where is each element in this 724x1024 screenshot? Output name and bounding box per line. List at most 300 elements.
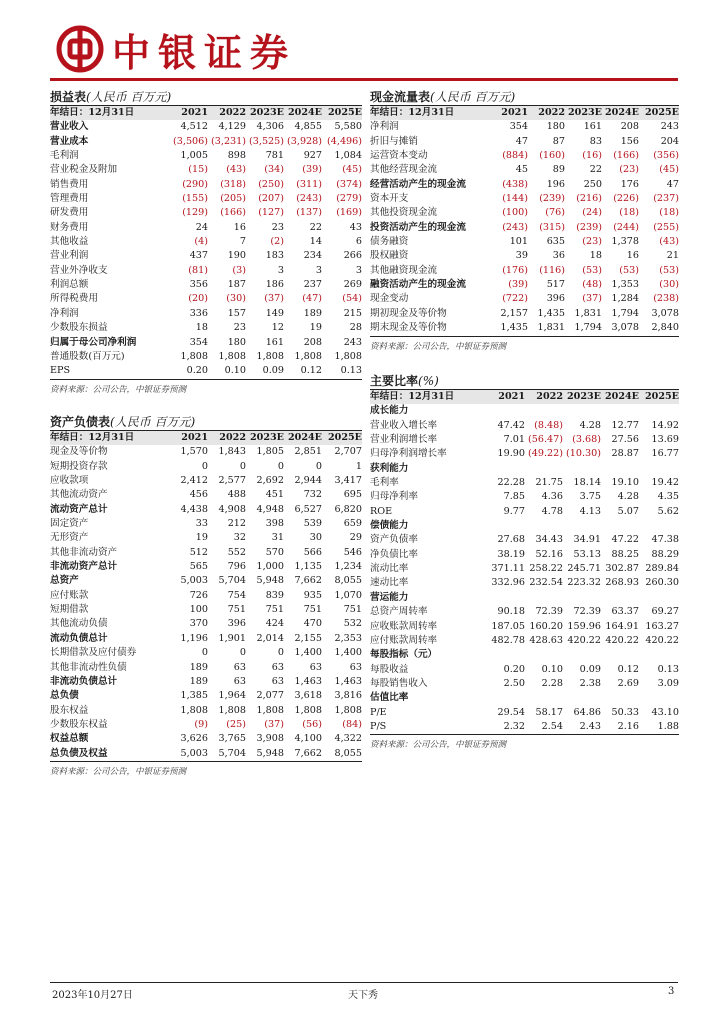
table-cell: 420.22 xyxy=(567,634,601,646)
table-row xyxy=(50,517,362,531)
table-header-row xyxy=(370,390,679,404)
table-cell: 183 xyxy=(265,250,284,262)
table-cell: (116) xyxy=(539,264,565,276)
header-year: 2022 xyxy=(208,106,246,120)
table-cell xyxy=(639,404,679,418)
table-cell: 186 xyxy=(265,279,284,291)
table-cell xyxy=(525,404,563,418)
table-cell: 1 xyxy=(355,460,362,472)
table-cell: 27.56 xyxy=(611,434,639,446)
table-cell: 2.43 xyxy=(579,720,601,732)
row-label: 其他融资现金流 xyxy=(370,264,438,276)
row-label: 经营活动产生的现金流 xyxy=(370,178,466,190)
table-cell: 4,100 xyxy=(294,733,322,745)
row-label: 净利润 xyxy=(370,121,399,133)
ratios-table xyxy=(370,390,679,734)
table-cell: 5,580 xyxy=(334,121,362,133)
income-statement xyxy=(50,88,362,395)
table-cell: (166) xyxy=(613,150,639,162)
table-cell: 215 xyxy=(343,307,362,319)
table-cell: 354 xyxy=(189,336,208,348)
table-cell: 0 xyxy=(201,460,208,472)
table-row xyxy=(50,689,362,703)
table-cell: 63 xyxy=(233,661,246,673)
table-cell: 63 xyxy=(271,675,284,687)
table-cell: 7.01 xyxy=(503,434,525,446)
table-cell: 1,385 xyxy=(180,690,208,702)
cashflow-table xyxy=(370,106,679,336)
table-cell: (243) xyxy=(296,193,322,205)
table-cell: 189 xyxy=(189,661,208,673)
table-cell: 3,618 xyxy=(294,690,322,702)
table-cell: (47) xyxy=(302,293,322,305)
table-cell: 2,014 xyxy=(256,632,284,644)
table-cell: 289.84 xyxy=(645,563,679,575)
table-cell: 47.42 xyxy=(497,419,525,431)
table-cell: 14.92 xyxy=(651,419,679,431)
table-cell: 63 xyxy=(309,661,322,673)
table-cell: (438) xyxy=(502,178,528,190)
table-cell: 0.10 xyxy=(541,663,563,675)
table-cell: 243 xyxy=(343,336,362,348)
row-label: 每股指标（元） xyxy=(370,649,438,661)
table-cell xyxy=(601,462,639,476)
table-cell xyxy=(488,519,525,533)
table-row xyxy=(50,460,362,474)
row-label: 每股收益 xyxy=(370,663,409,675)
table-row xyxy=(50,149,362,163)
brand-name: 中银证券 xyxy=(112,29,297,75)
table-cell: 1,070 xyxy=(334,589,362,601)
row-label: 权益总额 xyxy=(50,733,89,745)
table-cell: 0 xyxy=(201,647,208,659)
table-cell: (18) xyxy=(619,207,639,219)
table-cell: 371.11 xyxy=(491,563,525,575)
table-row xyxy=(370,706,679,720)
table-cell: 396 xyxy=(546,293,565,305)
table-cell: 63.37 xyxy=(611,606,639,618)
header-year: 2023E xyxy=(246,106,284,120)
table-row xyxy=(50,632,362,646)
table-row xyxy=(50,474,362,488)
row-label: 期末现金及等价物 xyxy=(370,322,447,334)
row-label: 总负债及权益 xyxy=(50,747,108,759)
table-row xyxy=(50,661,362,675)
table-cell: 4.35 xyxy=(657,491,679,503)
table-cell: 161 xyxy=(583,121,602,133)
table-cell: (290) xyxy=(182,178,208,190)
table-cell: 12.77 xyxy=(611,419,639,431)
table-row xyxy=(50,292,362,306)
table-cell: 22 xyxy=(589,164,602,176)
table-cell: 45 xyxy=(515,164,528,176)
table-cell: 3,626 xyxy=(180,733,208,745)
table-cell: 19 xyxy=(309,322,322,334)
row-label: 固定资产 xyxy=(50,518,89,530)
table-cell: (3,231) xyxy=(211,135,246,147)
table-cell: (30) xyxy=(659,279,679,291)
table-cell: 189 xyxy=(189,675,208,687)
table-cell: 566 xyxy=(303,546,322,558)
table-cell xyxy=(601,591,639,605)
table-cell: 0 xyxy=(277,460,284,472)
table-cell: (24) xyxy=(582,207,602,219)
header-year: 2025E xyxy=(322,431,362,445)
row-label: 应收款项 xyxy=(50,475,89,487)
table-cell: 2.38 xyxy=(579,677,601,689)
footer-page-number: 3 xyxy=(668,986,675,997)
header-year: 2024E xyxy=(601,390,639,404)
table-cell: 88.25 xyxy=(611,548,639,560)
table-cell: 839 xyxy=(265,589,284,601)
table-cell: (137) xyxy=(296,207,322,219)
table-cell xyxy=(525,591,563,605)
table-row xyxy=(370,605,679,619)
row-label: 估值比率 xyxy=(370,692,409,704)
row-label: 期初现金及等价物 xyxy=(370,307,447,319)
table-cell xyxy=(525,519,563,533)
row-label: 毛利率 xyxy=(370,477,399,489)
table-cell: 30 xyxy=(309,532,322,544)
row-label: 投资活动产生的现金流 xyxy=(370,221,466,233)
table-row xyxy=(370,648,679,662)
table-cell: 3,078 xyxy=(611,322,639,334)
table-cell: 539 xyxy=(303,518,322,530)
table-cell: 33 xyxy=(195,518,208,530)
table-cell: 5,948 xyxy=(256,575,284,587)
table-cell: 89 xyxy=(552,164,565,176)
table-cell: 187.05 xyxy=(491,620,525,632)
table-cell xyxy=(601,691,639,705)
table-cell: 6 xyxy=(355,236,362,248)
table-cell: 1,831 xyxy=(574,307,602,319)
table-cell: 302.87 xyxy=(605,563,639,575)
table-cell: 21 xyxy=(666,250,679,262)
table-cell: 1,234 xyxy=(334,561,362,573)
table-cell: (315) xyxy=(539,221,565,233)
table-row xyxy=(50,732,362,746)
table-cell xyxy=(488,462,525,476)
table-cell: 161 xyxy=(265,336,284,348)
table-cell: 159.96 xyxy=(567,620,601,632)
table-cell: 53.13 xyxy=(573,548,601,560)
cashflow-title: 现金流量表(人民币 百万元) xyxy=(370,88,679,106)
table-cell: 1,000 xyxy=(256,561,284,573)
table-cell: (34) xyxy=(264,164,284,176)
table-cell xyxy=(601,404,639,418)
income-title: 损益表(人民币 百万元) xyxy=(50,88,362,106)
table-cell: 39 xyxy=(515,250,528,262)
table-cell: 0.12 xyxy=(617,663,639,675)
table-cell: (243) xyxy=(502,221,528,233)
table-cell: (318) xyxy=(220,178,246,190)
table-cell: (15) xyxy=(188,164,208,176)
table-row xyxy=(50,120,362,134)
table-cell xyxy=(525,691,563,705)
table-cell: 22 xyxy=(309,221,322,233)
header-label: 年结日：12月31日 xyxy=(50,431,170,445)
table-row xyxy=(370,135,679,149)
table-cell: 4,322 xyxy=(334,733,362,745)
table-row xyxy=(370,663,679,677)
table-cell: 2.16 xyxy=(617,720,639,732)
table-cell: 2,577 xyxy=(218,475,246,487)
table-cell: 50.33 xyxy=(611,706,639,718)
table-cell: (20) xyxy=(188,293,208,305)
table-cell: 16 xyxy=(233,221,246,233)
table-cell: (279) xyxy=(336,193,362,205)
table-cell: (129) xyxy=(182,207,208,219)
table-cell: 1,808 xyxy=(294,350,322,362)
table-row xyxy=(50,503,362,517)
row-label: P/S xyxy=(370,720,387,732)
table-cell: 43 xyxy=(349,221,362,233)
table-cell: 31 xyxy=(271,532,284,544)
row-label: 营业收入 xyxy=(50,121,89,133)
table-cell: 101 xyxy=(509,236,528,248)
table-cell: 1,805 xyxy=(256,446,284,458)
row-label: 无形资产 xyxy=(50,532,89,544)
table-cell: 456 xyxy=(189,489,208,501)
table-row xyxy=(50,178,362,192)
table-row xyxy=(50,163,362,177)
table-cell: 726 xyxy=(189,589,208,601)
table-cell: 7,662 xyxy=(294,575,322,587)
table-cell: 552 xyxy=(227,546,246,558)
table-cell: (127) xyxy=(258,207,284,219)
table-cell: 2.54 xyxy=(541,720,563,732)
table-row xyxy=(370,548,679,562)
table-cell: (16) xyxy=(582,150,602,162)
header-year: 2021 xyxy=(491,106,528,120)
row-label: 归母净利润增长率 xyxy=(370,448,447,460)
table-cell: 258.22 xyxy=(529,563,563,575)
table-cell xyxy=(601,519,639,533)
row-label: 营业税金及附加 xyxy=(50,164,118,176)
row-label: 现金及等价物 xyxy=(50,446,108,458)
row-label: 长期借款及应付债券 xyxy=(50,647,137,659)
table-cell: (81) xyxy=(188,264,208,276)
ratios-source: 资料来源：公司公告，中银证券预测 xyxy=(370,734,679,750)
table-cell: 751 xyxy=(227,604,246,616)
table-cell: 47 xyxy=(666,178,679,190)
row-label: 归属于母公司净利润 xyxy=(50,336,137,348)
table-cell: 1,570 xyxy=(180,446,208,458)
table-cell: 3,816 xyxy=(334,690,362,702)
key-ratios xyxy=(370,372,679,750)
table-cell: 424 xyxy=(265,618,284,630)
table-cell: 4,948 xyxy=(256,503,284,515)
table-cell: (76) xyxy=(545,207,565,219)
header-year: 2021 xyxy=(488,390,525,404)
table-cell: 2.28 xyxy=(541,677,563,689)
table-row xyxy=(370,307,679,321)
table-cell: 34.91 xyxy=(573,534,601,546)
table-cell: 1,353 xyxy=(611,279,639,291)
table-row xyxy=(50,445,362,459)
table-cell: (166) xyxy=(220,207,246,219)
table-cell: (884) xyxy=(502,150,528,162)
table-cell: 5,003 xyxy=(180,747,208,759)
table-row xyxy=(370,235,679,249)
table-cell: 4,855 xyxy=(294,121,322,133)
table-header-row xyxy=(370,106,679,120)
table-cell: 19.42 xyxy=(651,477,679,489)
table-cell xyxy=(639,691,679,705)
table-cell: (56) xyxy=(302,718,322,730)
table-cell: 7.85 xyxy=(503,491,525,503)
table-cell: (2) xyxy=(270,236,284,248)
table-cell: 1,808 xyxy=(334,704,362,716)
row-label: 净利润 xyxy=(50,307,79,319)
table-cell: 4,438 xyxy=(180,503,208,515)
header-year: 2025E xyxy=(322,106,362,120)
table-cell xyxy=(488,591,525,605)
table-cell: 187 xyxy=(227,279,246,291)
table-cell: (374) xyxy=(336,178,362,190)
table-header-row xyxy=(50,106,362,120)
table-cell: 1,831 xyxy=(537,322,565,334)
table-cell: 190 xyxy=(227,250,246,262)
table-cell: 38.19 xyxy=(497,548,525,560)
table-cell: 0 xyxy=(239,647,246,659)
row-label: 利润总额 xyxy=(50,279,89,291)
table-cell xyxy=(563,691,601,705)
table-cell: 4.36 xyxy=(541,491,563,503)
header-year: 2023E xyxy=(565,106,602,120)
table-cell: (255) xyxy=(653,221,679,233)
table-cell: (155) xyxy=(182,193,208,205)
row-label: 应收账款周转率 xyxy=(370,620,438,632)
row-label: 成长能力 xyxy=(370,405,409,417)
table-cell: 18 xyxy=(589,250,602,262)
row-label: 流动比率 xyxy=(370,563,409,575)
table-cell: 13.69 xyxy=(651,434,679,446)
header-year: 2024E xyxy=(284,431,322,445)
cashflow-source: 资料来源：公司公告，中银证券预测 xyxy=(370,336,679,352)
table-cell: 69.27 xyxy=(651,606,679,618)
table-cell: (23) xyxy=(582,236,602,248)
table-cell: 5,704 xyxy=(218,747,246,759)
table-cell: 72.39 xyxy=(573,606,601,618)
table-cell: 3,417 xyxy=(334,475,362,487)
table-cell: 16 xyxy=(626,250,639,262)
table-cell: 1,378 xyxy=(611,236,639,248)
table-row xyxy=(370,677,679,691)
table-cell: (4,496) xyxy=(327,135,362,147)
table-cell: (311) xyxy=(296,178,322,190)
table-cell xyxy=(563,648,601,662)
table-row xyxy=(50,546,362,560)
bank-of-china-icon xyxy=(56,25,104,73)
row-label: 应付账款 xyxy=(50,589,89,601)
table-row xyxy=(50,307,362,321)
table-row xyxy=(370,249,679,263)
header-year: 2023E xyxy=(563,390,601,404)
income-source: 资料来源：公司公告，中银证券预测 xyxy=(50,379,362,395)
table-row xyxy=(370,720,679,734)
table-row xyxy=(370,433,679,447)
table-cell: 5,704 xyxy=(218,575,246,587)
header-year: 2025E xyxy=(639,390,679,404)
cashflow-statement xyxy=(370,88,679,352)
row-label: 营业利润增长率 xyxy=(370,434,438,446)
table-cell: (3,928) xyxy=(287,135,322,147)
table-cell: 164.91 xyxy=(605,620,639,632)
table-cell: (84) xyxy=(342,718,362,730)
table-cell: 43.10 xyxy=(651,706,679,718)
table-cell: 5,003 xyxy=(180,575,208,587)
table-cell: 19.10 xyxy=(611,477,639,489)
table-cell: 4,512 xyxy=(180,121,208,133)
table-cell: 180 xyxy=(227,336,246,348)
table-row xyxy=(370,149,679,163)
table-cell: 1,843 xyxy=(218,446,246,458)
table-cell: 1,794 xyxy=(611,307,639,319)
row-label: 其他非流动资产 xyxy=(50,546,118,558)
footer-date: 2023年10月27日 xyxy=(52,990,133,1001)
table-cell: (43) xyxy=(226,164,246,176)
table-row xyxy=(50,264,362,278)
table-cell: 27.68 xyxy=(497,534,525,546)
table-cell: 2.69 xyxy=(617,677,639,689)
row-label: 资本开支 xyxy=(370,193,409,205)
row-label: 应付账款周转率 xyxy=(370,634,438,646)
table-cell: (37) xyxy=(264,718,284,730)
table-cell: 2.50 xyxy=(503,677,525,689)
table-cell: (237) xyxy=(653,193,679,205)
header-rule xyxy=(50,78,678,81)
row-label: 毛利润 xyxy=(50,150,79,162)
table-cell: 19.90 xyxy=(497,448,525,460)
table-cell: (238) xyxy=(653,293,679,305)
row-label: 研发费用 xyxy=(50,207,89,219)
table-cell: 0.12 xyxy=(300,365,322,377)
table-cell: 354 xyxy=(509,121,528,133)
table-cell: 0 xyxy=(315,460,322,472)
table-row xyxy=(50,704,362,718)
table-row xyxy=(50,646,362,660)
table-cell: (205) xyxy=(220,193,246,205)
table-row xyxy=(50,675,362,689)
table-cell: (37) xyxy=(264,293,284,305)
row-label: 少数股东损益 xyxy=(50,322,108,334)
table-cell: 512 xyxy=(189,546,208,558)
table-row xyxy=(370,576,679,590)
table-cell xyxy=(525,648,563,662)
row-label: 非流动负债总计 xyxy=(50,675,118,687)
table-row xyxy=(50,135,362,149)
table-row xyxy=(50,192,362,206)
table-cell: 1,901 xyxy=(218,632,246,644)
table-cell: 732 xyxy=(303,489,322,501)
table-cell: 176 xyxy=(620,178,639,190)
table-cell: (23) xyxy=(619,164,639,176)
table-cell: 24 xyxy=(195,221,208,233)
row-label: 股权融资 xyxy=(370,250,409,262)
table-cell: 4.78 xyxy=(541,505,563,517)
table-row xyxy=(50,350,362,364)
row-label: 每股销售收入 xyxy=(370,677,428,689)
table-cell: 1,808 xyxy=(294,704,322,716)
table-cell: 1,808 xyxy=(334,350,362,362)
table-cell: 83 xyxy=(589,135,602,147)
row-label: 现金变动 xyxy=(370,293,409,305)
table-row xyxy=(370,519,679,533)
row-label: 融资活动产生的现金流 xyxy=(370,279,466,291)
table-cell: 4,129 xyxy=(218,121,246,133)
table-cell: 160.20 xyxy=(529,620,563,632)
